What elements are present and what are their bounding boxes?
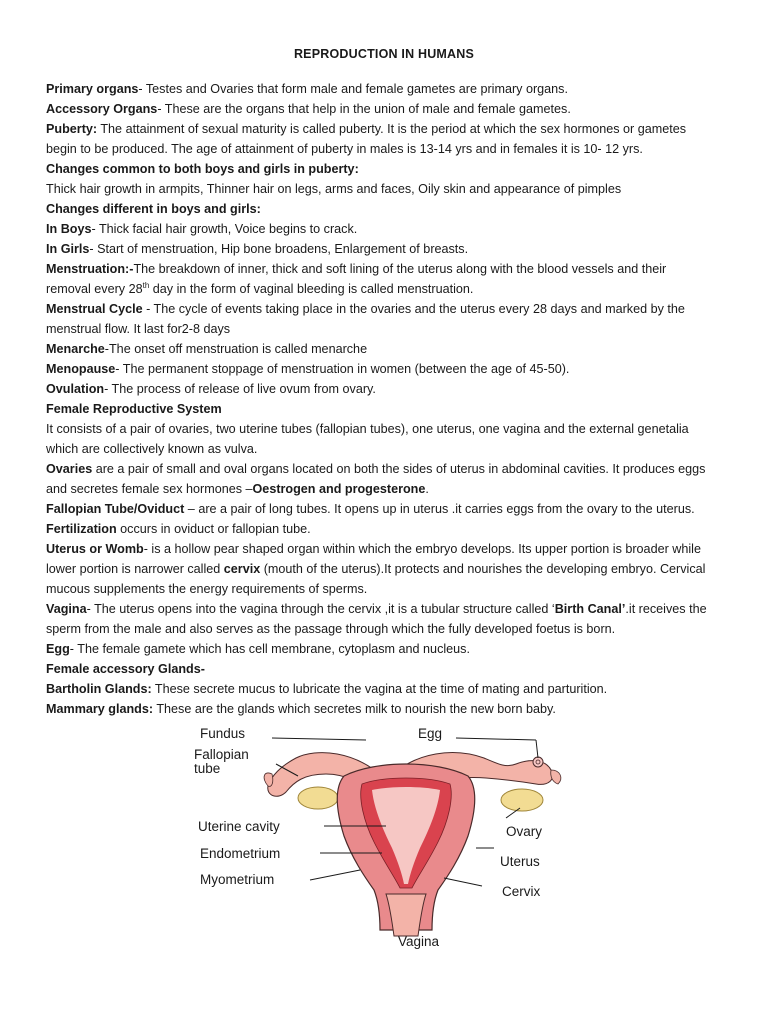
label-fallopian-1: Fallopian [194,747,249,762]
text-line [46,299,726,319]
text-run: begin to be produced. The age of attainment of puberty in males is 13-14 yrs and in females it is 10- 12 yrs. [46,142,643,156]
text-line [46,699,726,719]
egg-line [456,738,536,740]
text-line [46,159,726,179]
text-line [46,519,726,539]
bold-term: In Girls [46,242,90,256]
text-run: - Thick facial hair growth, Voice begins to crack. [91,222,358,236]
text-line [46,559,726,579]
text-line [46,659,726,679]
fimbriae-left [264,773,273,786]
text-line [46,259,726,279]
myometrium-line [310,870,360,880]
bold-term: Changes common to both boys and girls in puberty: [46,162,359,176]
page-title: REPRODUCTION IN HUMANS [293,47,475,61]
text-line [46,359,726,379]
body-text [46,79,726,719]
text-run: It consists of a pair of ovaries, two uterine tubes (fallopian tubes), one uterus, one vagina and the external genetalia [46,422,689,436]
ovary-left [298,787,338,809]
text-run: - is a hollow pear shaped organ within which the embryo develops. Its upper portion is broader while [143,542,701,556]
text-run: .it receives the [625,602,707,616]
label-egg: Egg [418,726,443,741]
text-run: - The uterus opens into the vagina through the cervix ,it is a tubular structure called ‘ [86,602,555,616]
bold-term: Mammary glands: [46,702,154,716]
bold-term: Bartholin Glands: [46,682,152,696]
label-myometrium: Myometrium [200,872,275,887]
text-run: are a pair of small and oval organs located on both the sides of uterus in abdominal cavities. It produces eggs [92,462,706,476]
text-line [46,619,726,639]
bold-term: Uterus or Womb [46,542,144,556]
label-ovary: Ovary [506,824,543,839]
bold-term: Ovaries [46,462,93,476]
female-reproductive-system-diagram [186,718,586,950]
bold-term: Ovulation [46,382,105,396]
text-run: . [425,482,429,496]
text-run: menstrual flow. It last for2-8 days [46,322,231,336]
text-line [46,339,726,359]
uterus-illustration [264,753,561,936]
label-fundus: Fundus [200,726,246,741]
fimbriae-right [551,770,561,784]
bold-term: In Boys [46,222,92,236]
bold-term: Oestrogen and progesterone [252,482,426,496]
label-fallopian-2: tube [194,761,221,776]
text-run: (mouth of the uterus).It protects and nourishes the developing embryo. Cervical [260,562,706,576]
text-line [46,179,726,199]
text-run: - These are the organs that help in the union of male and female gametes. [157,102,571,116]
bold-term: Primary organs [46,82,139,96]
text-line [46,279,726,299]
label-cervix: Cervix [502,884,541,899]
text-run: These secrete mucus to lubricate the vagina at the time of mating and parturition. [151,682,608,696]
bold-term: Fallopian Tube/Oviduct [46,502,185,516]
text-run: -The onset off menstruation is called menarche [104,342,368,356]
fundus-line [272,738,366,740]
text-run: - Testes and Ovaries that form male and female gametes are primary organs. [138,82,568,96]
bold-term: Menstruation:- [46,262,134,276]
text-run: and secretes female sex hormones – [46,482,253,496]
text-line [46,479,726,499]
text-line [46,579,726,599]
text-line [46,419,726,439]
text-line [46,539,726,559]
egg-in-tube [533,757,543,767]
bold-term: Changes different in boys and girls: [46,202,261,216]
text-run: Thick hair growth in armpits, Thinner hair on legs, arms and faces, Oily skin and appearance of pimples [46,182,622,196]
text-line [46,119,726,139]
bold-term: Birth Canal’ [554,602,626,616]
bold-term: Vagina [46,602,87,616]
bold-term: Menarche [46,342,105,356]
text-line [46,379,726,399]
text-run: – are a pair of long tubes. It opens up in uterus .it carries eggs from the ovary to the uterus. [184,502,695,516]
text-run: mucous supplements the energy requirements of sperms. [46,582,368,596]
text-line [46,99,726,119]
bold-term: Egg [46,642,70,656]
text-line [46,459,726,479]
text-line [46,199,726,219]
text-line [46,599,726,619]
ovary-right [501,789,543,811]
text-run: The attainment of sexual maturity is called puberty. It is the period at which the sex hormones or gametes [97,122,687,136]
text-line [46,319,726,339]
text-line [46,219,726,239]
text-run: - The cycle of events taking place in the ovaries and the uterus every 28 days and marked by the [142,302,685,316]
text-run: - The female gamete which has cell membrane, cytoplasm and nucleus. [69,642,470,656]
bold-term: Fertilization [46,522,117,536]
label-uterine-cavity: Uterine cavity [198,819,280,834]
text-line [46,399,726,419]
bold-term: Female Reproductive System [46,402,222,416]
cervix-line [444,878,482,886]
text-run: sperm from the male and also serves as the passage through which the fully developed foetus is born. [46,622,616,636]
text-line [46,499,726,519]
text-run: th [142,280,150,290]
text-run: which are collectively known as vulva. [46,442,258,456]
bold-term: Female accessory Glands- [46,662,205,676]
text-run: occurs in oviduct or fallopian tube. [116,522,311,536]
text-run: day in the form of vaginal bleeding is called menstruation. [149,282,474,296]
text-run: lower portion is narrower called [46,562,224,576]
label-vagina: Vagina [398,934,440,949]
text-run: - Start of menstruation, Hip bone broadens, Enlargement of breasts. [89,242,469,256]
text-line [46,139,726,159]
text-run: - The permanent stoppage of menstruation in women (between the age of 45-50). [115,362,570,376]
text-run: - The process of release of live ovum from ovary. [104,382,376,396]
text-run: removal every 28 [46,282,143,296]
text-line [46,639,726,659]
text-line [46,439,726,459]
text-run: The breakdown of inner, thick and soft lining of the uterus along with the blood vessels and their [133,262,667,276]
bold-term: Menopause [46,362,116,376]
label-uterus: Uterus [500,854,540,869]
bold-term: cervix [223,562,261,576]
egg-line-drop [536,740,538,758]
text-line [46,679,726,699]
text-line [46,79,726,99]
bold-term: Puberty: [46,122,98,136]
bold-term: Accessory Organs [46,102,158,116]
bold-term: Menstrual Cycle [46,302,143,316]
text-line [46,239,726,259]
label-endometrium: Endometrium [200,846,281,861]
text-run: These are the glands which secretes milk to nourish the new born baby. [153,702,556,716]
